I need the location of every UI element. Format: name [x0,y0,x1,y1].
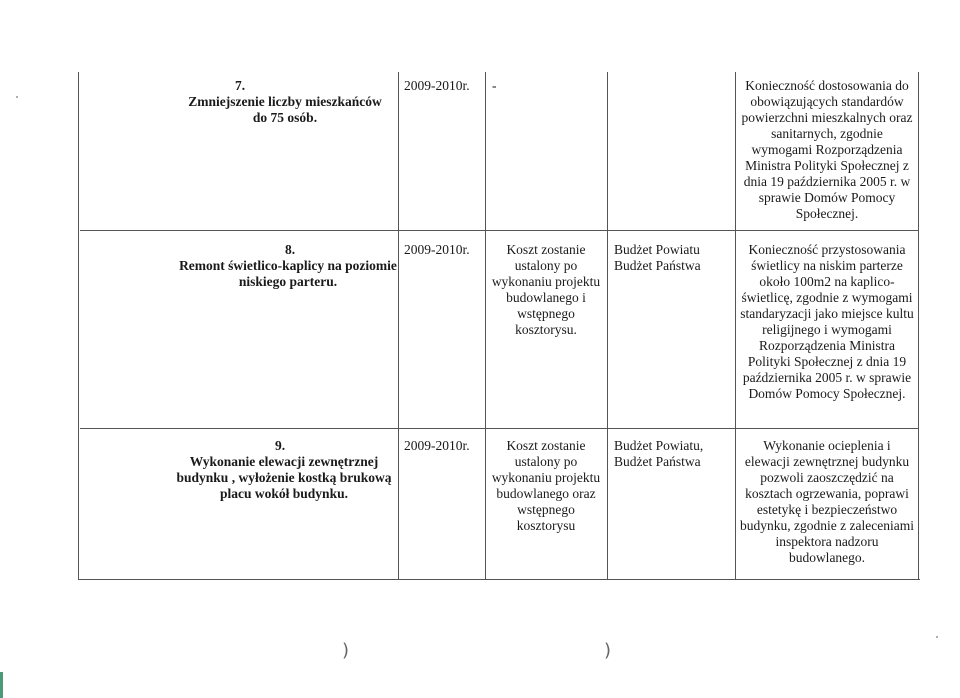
task-title: Zmniejszenie liczby mieszkańców do 75 osób. [188,94,382,125]
column-divider [485,72,486,580]
task-cost: Koszt zostanie ustalony po wykonaniu projektu budowlanego oraz wstępnego kosztorysu [491,438,601,533]
task-period: 2009-2010r. [404,438,470,453]
task-title: Wykonanie elewacji zewnętrznej budynku , wyłożenie kostką brukową placu wokół budynku. [176,454,392,501]
task-funding: Budżet Powiatu, Budżet Państwa [614,438,704,469]
scan-edge [0,672,3,698]
task-title: Remont świetlico-kaplicy na poziomie niskiego parteru. [179,258,397,289]
task-funding: Budżet Powiatu Budżet Państwa [614,242,701,273]
task-period: 2009-2010r. [404,78,470,93]
row-number: 8. [284,242,296,257]
task-justification: Konieczność przystosowania świetlicy na niskim parterze około 100m2 na kaplico-świetlicę, zgodnie z wymogami standaryzacji jako miejsce kultu religijnego i wymogami Rozporządzenia Ministra Polityki Społecznej z dnia 19 października 2005 r. w sprawie Domów Pomocy Społecznej. [740,242,914,401]
column-divider [735,72,736,580]
table-left-border [78,72,79,580]
scan-mark: ) [342,640,350,661]
task-justification: Konieczność dostosowania do obowiązujących standardów powierzchni mieszkalnych oraz sanitarnych, zgodnie wymogami Rozporządzenia Ministra Polityki Społecznej z dnia 19 października 2005 r. w sprawie Domów Pomocy Społecznej. [741,78,913,221]
task-period: 2009-2010r. [404,242,470,257]
row-number: 7. [234,78,246,93]
task-cost: - [492,78,497,93]
table-right-border [918,72,919,580]
scan-dot [16,96,18,98]
scan-dot [936,636,938,638]
task-justification: Wykonanie ocieplenia i elewacji zewnętrznej budynku pozwoli zaoszczędzić na kosztach ogrzewania, poprawi estetykę i bezpieczeństwo budynku, zgodnie z zaleceniami inspektora nadzoru budowlanego. [740,438,914,565]
task-cost: Koszt zostanie ustalony po wykonaniu projektu budowlanego i wstępnego kosztorysu. [491,242,601,337]
scan-mark: ) [604,640,612,661]
row-number: 9. [274,438,286,453]
table-bottom-border [78,579,920,580]
column-divider [607,72,608,580]
row-divider [80,230,918,231]
column-divider [398,72,399,580]
row-divider [80,428,918,429]
